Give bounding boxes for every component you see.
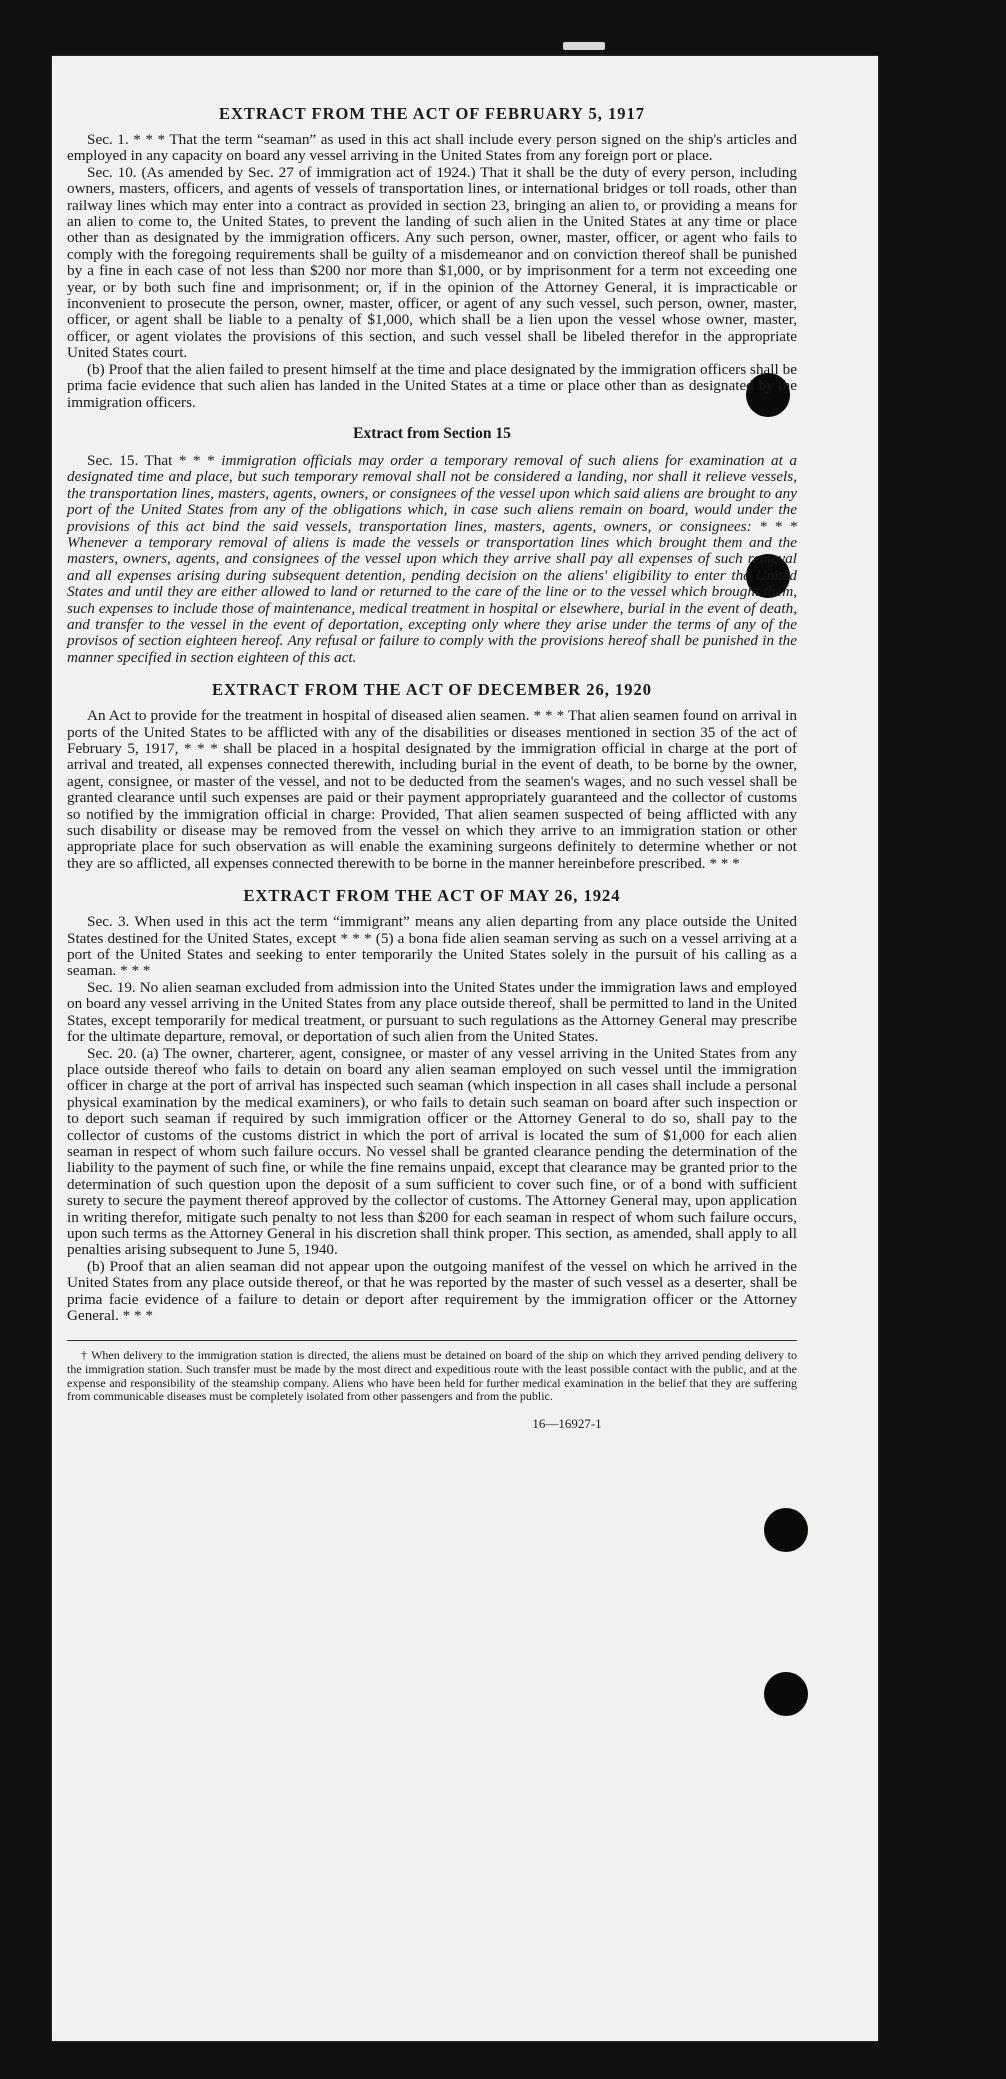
punch-hole xyxy=(764,1508,808,1552)
paragraph-sec-3: Sec. 3. When used in this act the term “immigrant” means any alien departing from any place outside the United States destined for the United States, except * * * (5) a bona fide alien seaman serving as such on a vessel arriving at a port of the United States and seeking to enter temporarily the United States solely in the pursuit of his calling as a seaman. * * * xyxy=(67,913,797,980)
paragraph-sec-1: Sec. 1. * * * That the term “seaman” as used in this act shall include every person signed on the ship's articles and employed in any capacity on board any vessel arriving in the United States from any foreign port or place. xyxy=(67,131,797,165)
paragraph-sec-20-a: Sec. 20. (a) The owner, charterer, agent, consignee, or master of any vessel arriving in the United States from any place outside thereof who fails to detain on board any alien seaman employed on such vessel until the immigration officer in charge at the port of arrival has inspected such seaman (which inspection in all cases shall include a personal physical examination by the medical examiners), or who fails to detain such seaman on board after such inspection or to deport such seaman if required by such immigration officer or the Attorney General to do so, shall pay to the collector of customs of the customs district in which the port of arrival is located the sum of $1,000 for each alien seaman in respect of whom such failure occurs. No vessel shall be granted clearance pending the determination of the liability to the payment of such fine, or while the fine remains unpaid, except that clearance may be granted prior to the determination of such question upon the deposit of a sum sufficient to cover such fine, or of a bond with sufficient surety to secure the payment thereof approved by the collector of customs. The Attorney General may, upon application in writing therefor, mitigate such penalty to not less than $200 for each seaman in respect of whom such failure occurs, upon such terms as the Attorney General in his discretion shall think proper. This section, as amended, shall apply to all penalties arising subsequent to June 5, 1940. xyxy=(67,1044,797,1259)
paragraph-act-1920: An Act to provide for the treatment in hospital of diseased alien seamen. * * * That alien seamen found on arrival in ports of the United States to be afflicted with any of the disabilities or diseases mentioned in section 35 of the act of February 5, 1917, * * * shall be placed in a hospital designated by the immigration official in charge at the port of arrival and treated, all expenses connected therewith, including burial in the event of death, to be borne by the owner, agent, consignee, or master of the vessel, and not to be deducted from the seamen's wages, and no such vessel shall be granted clearance until such expenses are paid or their payment appropriately guaranteed and the collector of customs so notified by the immigration official in charge: Provided, That alien seamen suspected of being afflicted with any such disability or disease may be removed from the vessel on which they arrive to an immigration station or other appropriate place for such observation as will enable the examining surgeons definitely to determine whether or not they are so afflicted, all expenses connected therewith to be borne in the manner hereinbefore prescribed. * * * xyxy=(67,707,797,872)
sec-15-lead: Sec. 15. That * * * xyxy=(87,451,222,469)
heading-section-15: Extract from Section 15 xyxy=(353,424,511,442)
punch-hole xyxy=(764,1672,808,1716)
document-text xyxy=(67,104,797,1432)
form-code: 16—16927-1 xyxy=(532,1415,602,1431)
paragraph-sec-15 xyxy=(67,453,797,666)
paragraph-sec-19: Sec. 19. No alien seaman excluded from admission into the United States under the immigration laws and employed on board any vessel arriving in the United States from any place outside thereof, shall be permitted to land in the United States, except temporarily for medical treatment, or pursuant to such regulations as the Attorney General may prescribe for the ultimate departure, removal, or deportation of such alien from the United States. xyxy=(67,978,797,1046)
sec-15-body: immigration officials may order a temporary removal of such aliens for examination at a designated time and place, but such temporary removal shall not be considered a landing, nor shall it relieve vessels, the transportation lines, masters, agents, owners, or consignees of the vessel upon which said aliens are brought to any port of the United States from any of the obligations which, in case such aliens remain on board, would under the provisions of this act bind the said vessels, transportation lines, masters, agents, owners, or consignees: * * * Whenever a temporary removal of aliens is made the vessels or transportation lines which brought them and the masters, owners, agents, and consignees of the vessel upon which they arrive shall pay all expenses of such removal and all expenses arising during subsequent detention, pending decision on the aliens' eligibility to enter the United States and until they are either allowed to land or returned to the care of the line or to the vessel which brought them, such expenses to include those of maintenance, medical treatment in hospital or elsewhere, burial in the event of death, and transfer to the vessel in the event of deportation, excepting only where they arise under the terms of any of the provisos of section eighteen hereof. Any refusal or failure to comply with the provisions hereof shall be punished in the manner specified in section eighteen of this act. xyxy=(67,451,797,666)
heading-act-1917: EXTRACT FROM THE ACT OF FEBRUARY 5, 1917 xyxy=(219,104,645,123)
paragraph-sec-10-b: (b) Proof that the alien failed to present himself at the time and place designated by the immigration officers shall be prima facie evidence that such alien has landed in the United States at a time or place other than as designated by the immigration officers. xyxy=(67,360,797,411)
paragraph-sec-20-b: (b) Proof that an alien seaman did not appear upon the outgoing manifest of the vessel on which he arrived in the United States from any place outside thereof, or that he was reported by the master of such vessel as a deserter, shall be prima facie evidence of a failure to detain or deport after requirement by the immigration officer or the Attorney General. * * * xyxy=(67,1257,797,1324)
paragraph-sec-10: Sec. 10. (As amended by Sec. 27 of immigration act of 1924.) That it shall be the duty of every person, including owners, masters, officers, and agents of vessels of transportation lines, or international bridges or toll roads, other than railway lines which may enter into a contract as provided in section 23, bringing an alien to, or providing a means for an alien to come to, the United States, to prevent the landing of such alien in the United States at any time or place other than as designated by the immigration officers. Any such person, owner, master, officer, or agent who fails to comply with the foregoing requirements shall be guilty of a misdemeanor and on conviction thereof shall be punished by a fine in each case of not less than $200 nor more than $1,000, or by imprisonment for a term not exceeding one year, or by both such fine and imprisonment; or, if in the opinion of the Attorney General, it is impracticable or inconvenient to prosecute the person, owner, master, officer, or agent of any such vessel, such person, owner, master, officer, or agent shall be liable to a penalty of $1,000, which shall be a lien upon the vessel whose owner, master, officer, or agent violates the provisions of this section, and such vessel shall be libeled therefor in the appropriate United States court. xyxy=(67,163,797,362)
heading-act-1920: EXTRACT FROM THE ACT OF DECEMBER 26, 1920 xyxy=(211,680,653,700)
footnote: † When delivery to the immigration station is directed, the aliens must be detained on board of the ship on which they arrived pending delivery to the immigration station. Such transfer must be made by the most direct and expeditious route with the least possible contact with the public, and at the expense and responsibility of the steamship company. Aliens who have been held for further medical examination in the belief that they are suffering from communicable diseases must be completely isolated from other passengers and from the public. xyxy=(67,1348,797,1404)
heading-act-1924: EXTRACT FROM THE ACT OF MAY 26, 1924 xyxy=(243,886,621,906)
paper-clip-tab xyxy=(563,42,605,50)
footnote-divider xyxy=(67,1340,797,1341)
